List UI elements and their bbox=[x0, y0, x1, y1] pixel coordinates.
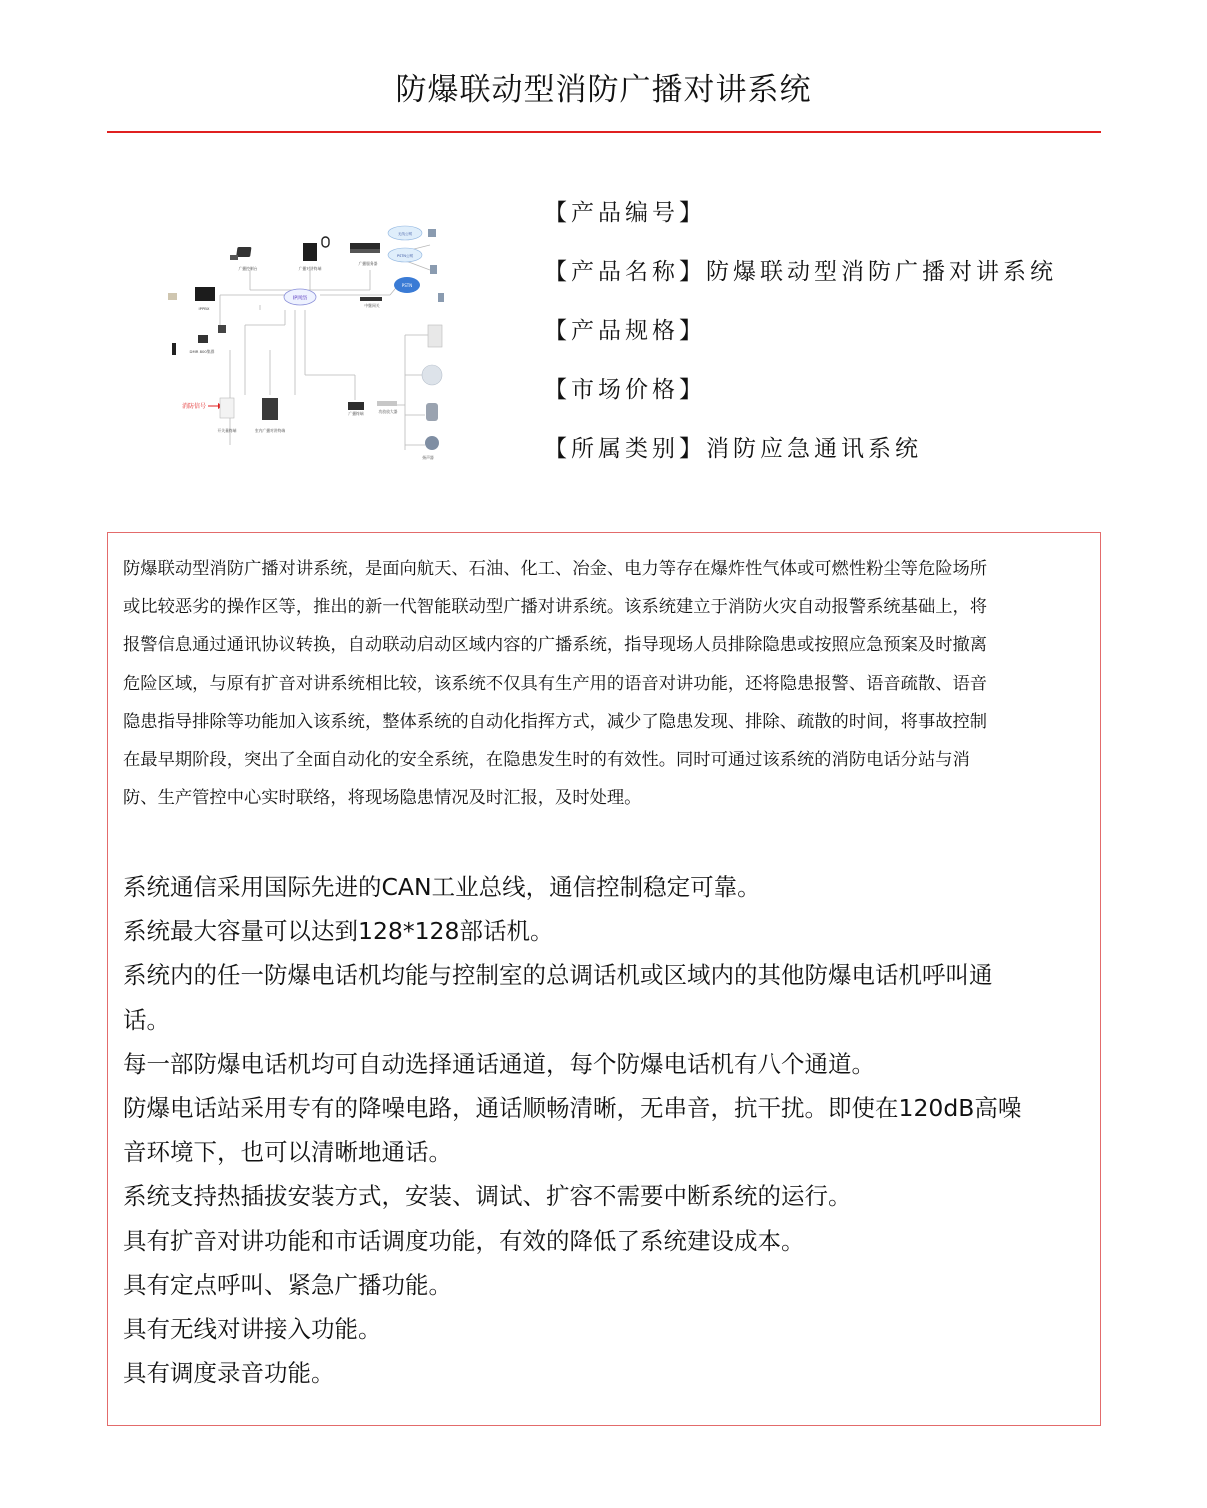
device-label: IPPBX bbox=[198, 306, 210, 311]
diagram-links bbox=[217, 245, 435, 450]
switch-terminal-icon bbox=[218, 398, 237, 433]
intro-line: 或比较恶劣的操作区等，推出的新一代智能联动型广播对讲系统。该系统建立于消防火灾自动报警系统基础上，将 bbox=[123, 597, 988, 618]
intro-line: 报警信息通过通讯协议转换，自动联动启动区域内容的广播系统，指导现场人员排除隐患或按照应急预案及时撤离 bbox=[123, 635, 988, 656]
intercom-terminal-icon bbox=[299, 237, 329, 271]
title-divider bbox=[107, 131, 1101, 133]
device-label: 中继网关 bbox=[364, 303, 380, 308]
product-description-box bbox=[107, 532, 1101, 1426]
feature-line: 系统最大容量可以达到128*128部话机。 bbox=[123, 917, 554, 946]
device-label: 功放放大器 bbox=[378, 409, 398, 414]
indoor-intercom-terminal-icon bbox=[255, 398, 286, 433]
feature-line: 系统通信采用国际先进的CAN工业总线，通信控制稳定可靠。 bbox=[123, 873, 761, 901]
explosion-proof-speaker-icon bbox=[425, 436, 439, 450]
feature-line: 系统内的任一防爆电话机均能与控制室的总调话机或区域内的其他防爆电话机呼叫通 bbox=[123, 961, 993, 990]
feature-list bbox=[123, 865, 1098, 1395]
hub-label: IP网络 bbox=[292, 295, 308, 302]
device-label: 广播服务器 bbox=[358, 261, 378, 266]
cloud-label: PSTN bbox=[401, 283, 413, 288]
phone-icon bbox=[428, 229, 436, 237]
device-label: 扬声器 bbox=[422, 455, 434, 460]
spec-label: 【产品规格】 bbox=[544, 318, 706, 344]
spec-row-product-spec bbox=[544, 312, 1144, 371]
intro-line: 防、生产管控中心实时联络，将现场隐患情况及时汇报，及时处理。 bbox=[123, 788, 642, 809]
wall-speaker-icon bbox=[428, 325, 442, 347]
intro-paragraph bbox=[123, 550, 1083, 817]
system-topology-diagram bbox=[160, 215, 460, 465]
spec-value: 防爆联动型消防广播对讲系统 bbox=[706, 259, 1057, 285]
intro-line: 危险区域，与原有扩音对讲系统相比较，该系统不仅具有生产用的语音对讲功能，还将隐患报警、语音疏散、语音 bbox=[123, 673, 988, 694]
spec-row-product-name bbox=[544, 253, 1144, 312]
device-label: 广播控制台 bbox=[238, 266, 258, 271]
spec-row-market-price bbox=[544, 371, 1144, 430]
spec-value: 消防应急通讯系统 bbox=[706, 436, 922, 462]
device-label: 广播终端 bbox=[348, 411, 364, 416]
spec-label: 【所属类别】 bbox=[544, 436, 706, 462]
intro-line: 隐患指导排除等功能加入该系统，整体系统的自动化指挥方式，减少了隐患发现、排除、疏散的时间，将事故控制 bbox=[123, 711, 988, 732]
broadcast-console-icon bbox=[230, 247, 258, 271]
feature-line: 具有调度录音功能。 bbox=[123, 1359, 335, 1388]
feature-line: 具有定点呼叫、紧急广播功能。 bbox=[123, 1270, 452, 1299]
cloud-label: PSTN公网 bbox=[396, 254, 414, 258]
broadcast-server-icon bbox=[350, 243, 380, 266]
feature-line: 系统支持热插拔安装方式，安装、调试、扩容不需要中断系统的运行。 bbox=[123, 1182, 852, 1211]
device-label: 开关量终端 bbox=[217, 428, 237, 433]
device-label: DMR 800集群 bbox=[189, 349, 215, 354]
feature-line: 每一部防爆电话机均可自动选择通话通道，每个防爆电话机有八个通道。 bbox=[123, 1049, 875, 1078]
device-label: 室内广播对讲终端 bbox=[254, 428, 286, 433]
page-title: 防爆联动型消防广播对讲系统 bbox=[395, 72, 812, 108]
spec-label: 【产品名称】 bbox=[544, 259, 706, 285]
ceiling-speaker-icon bbox=[422, 365, 442, 385]
horn-speaker-icon bbox=[426, 403, 438, 421]
ippbx-icon bbox=[168, 287, 215, 311]
spec-row-product-number bbox=[544, 194, 1144, 253]
product-spec-list bbox=[544, 194, 1144, 489]
phone-icon bbox=[430, 265, 437, 274]
trunk-gateway-icon bbox=[360, 297, 382, 308]
spec-label: 【产品编号】 bbox=[544, 200, 706, 226]
spec-label: 【市场价格】 bbox=[544, 377, 706, 403]
fire-signal-label: 消防信号 bbox=[182, 403, 207, 410]
feature-line: 防爆电话站采用专有的降噪电路，通话顺畅清晰，无串音，抗干扰。即使在120dB高噪 bbox=[123, 1094, 1022, 1123]
intro-line: 在最早期阶段，突出了全面自动化的安全系统，在隐患发生时的有效性。同时可通过该系统的消防电话分站与消 bbox=[123, 750, 970, 771]
phone-icon bbox=[438, 293, 444, 302]
broadcast-terminal-icon bbox=[348, 402, 364, 416]
cloud-label: 无线公网 bbox=[398, 232, 412, 236]
feature-line: 具有扩音对讲功能和市话调度功能，有效的降低了系统建设成本。 bbox=[123, 1226, 805, 1255]
intro-line: 防爆联动型消防广播对讲系统，是面向航天、石油、化工、冶金、电力等存在爆炸性气体或可燃性粉尘等危险场所 bbox=[123, 559, 988, 579]
dmr-cluster-icon bbox=[172, 325, 226, 355]
feature-line: 话。 bbox=[123, 1005, 170, 1034]
device-label: 广播对讲终端 bbox=[298, 266, 322, 271]
feature-line: 具有无线对讲接入功能。 bbox=[123, 1315, 382, 1344]
feature-line: 音环境下，也可以清晰地通话。 bbox=[123, 1138, 452, 1167]
spec-row-category bbox=[544, 430, 1144, 489]
amplifier-icon bbox=[377, 401, 398, 414]
